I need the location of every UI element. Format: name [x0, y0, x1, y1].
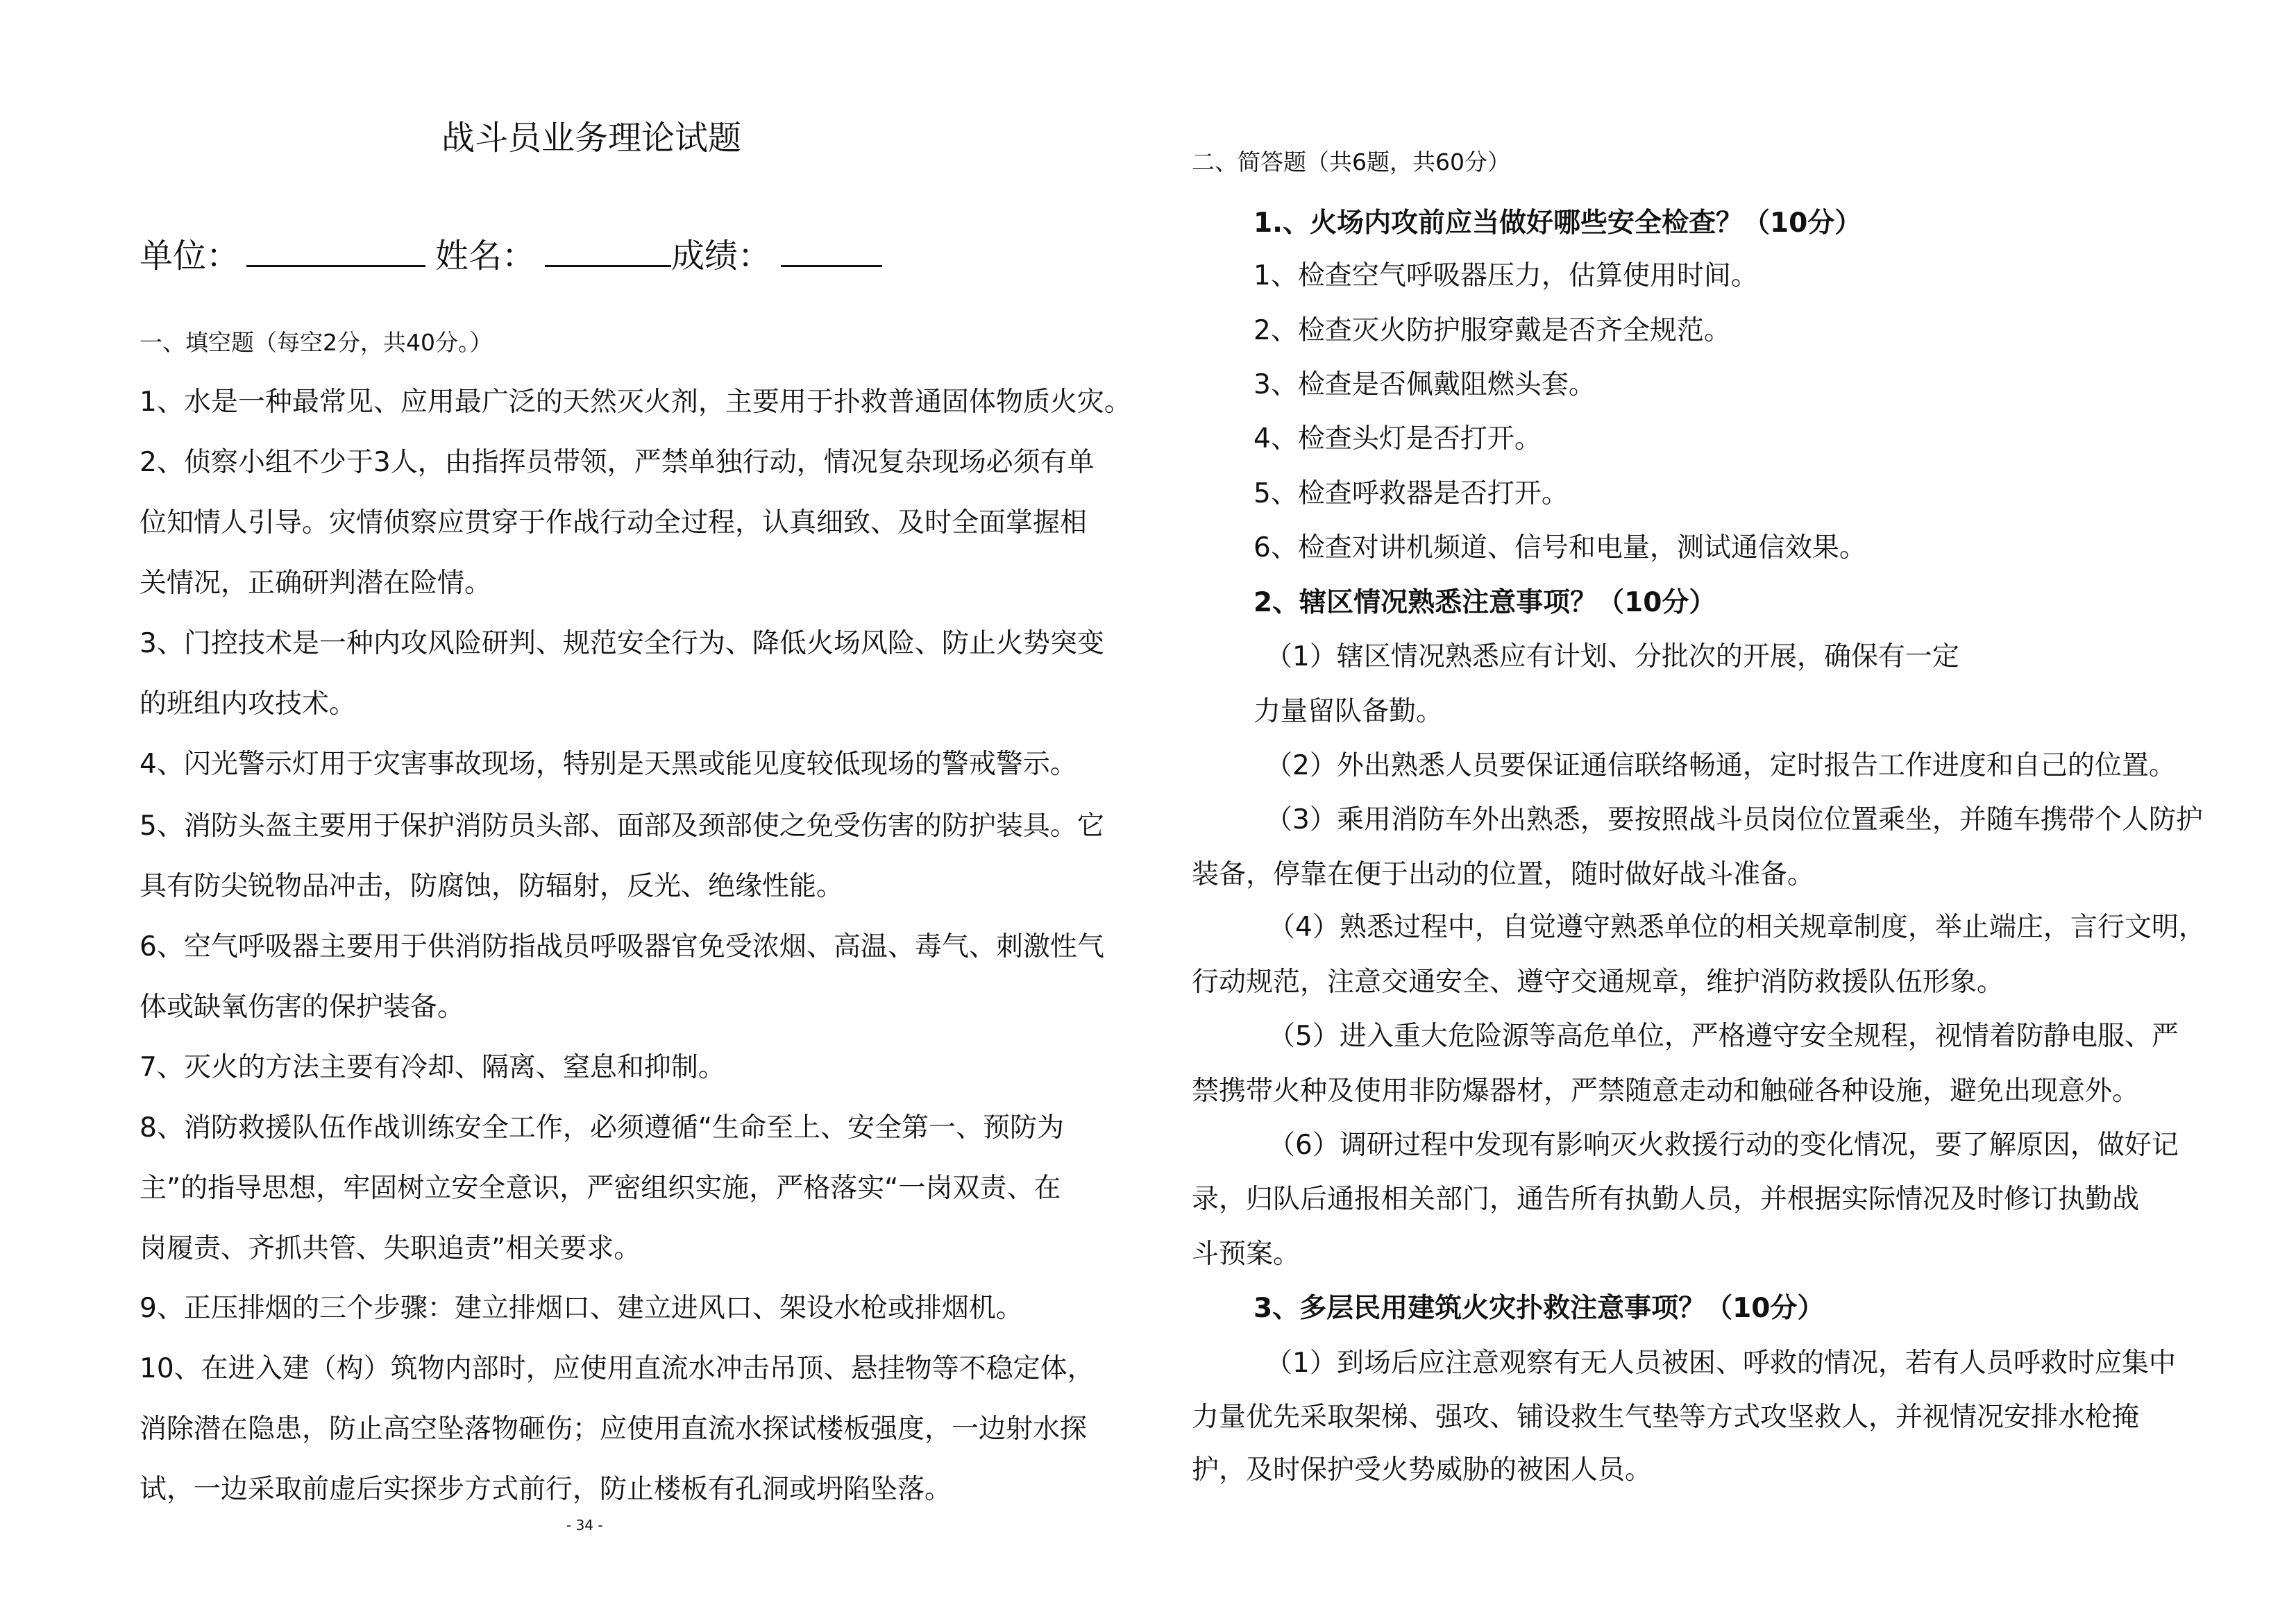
text-line: 8、消防救援队伍作战训练安全工作，必须遵循“生命至上、安全第一、预防为: [140, 1112, 1065, 1144]
score-blank[interactable]: [781, 235, 882, 267]
text-line: 斗预案。: [1192, 1239, 1301, 1270]
text-line: 10、在进入建（构）筑物内部时，应使用直流水冲击吊顶、悬挂物等不稳定体，: [140, 1353, 1095, 1384]
text-line: 位知情人引导。灾情侦察应贯穿于作战行动全过程，认真细致、及时全面掌握相: [140, 507, 1088, 538]
text-line: （2）外出熟悉人员要保证通信联络畅通，定时报告工作进度和自己的位置。: [1265, 750, 2176, 781]
exam-info-row: [140, 229, 882, 277]
text-line: 装备，停靠在便于出动的位置，随时做好战斗准备。: [1192, 859, 1815, 890]
text-line: 6、空气呼吸器主要用于供消防指战员呼吸器官免受浓烟、高温、毒气、刺激性气: [140, 931, 1104, 962]
text-line: 4、检查头灯是否打开。: [1253, 423, 1542, 454]
question-heading: 1.、火场内攻前应当做好哪些安全检查？（10分）: [1253, 207, 1862, 239]
text-line: 禁携带火种及使用非防爆器材，严禁随意走动和触碰各种设施，避免出现意外。: [1192, 1076, 2140, 1107]
text-line: （5）进入重大危险源等高危单位，严格遵守安全规程，视情着防静电服、严: [1268, 1021, 2179, 1052]
text-line: （4）熟悉过程中，自觉遵守熟悉单位的相关规章制度，举止端庄，言行文明，: [1268, 912, 2206, 943]
text-line: 9、正压排烟的三个步骤：建立排烟口、建立进风口、架设水枪或排烟机。: [140, 1293, 1023, 1324]
text-line: （1）辖区情况熟悉应有计划、分批次的开展，确保有一定: [1265, 641, 1959, 672]
text-line: 的班组内攻技术。: [140, 688, 357, 720]
text-line: （3）乘用消防车外出熟悉，要按照战斗员岗位位置乘坐，并随车携带个人防护: [1265, 804, 2203, 835]
text-line: 1、检查空气呼吸器压力，估算使用时间。: [1253, 260, 1758, 291]
text-line: 2、侦察小组不少于3人，由指挥员带领，严禁单独行动，情况复杂现场必须有单: [140, 447, 1095, 478]
text-line: （1）到场后应注意观察有无人员被困、呼救的情况，若有人员呼救时应集中: [1265, 1348, 2176, 1379]
section-fill-blank-heading: 一、填空题（每空2分，共40分。）: [140, 329, 493, 356]
text-line: 6、检查对讲机频道、信号和电量，测试通信效果。: [1253, 532, 1866, 563]
text-line: （6）调研过程中发现有影响灭火救援行动的变化情况，要了解原因，做好记: [1268, 1130, 2179, 1161]
text-line: 7、灭火的方法主要有冷却、隔离、窒息和抑制。: [140, 1052, 725, 1083]
unit-blank[interactable]: [246, 235, 425, 267]
name-label: 姓名：: [435, 237, 536, 275]
text-line: 3、检查是否佩戴阻燃头套。: [1253, 369, 1596, 400]
text-line: 岗履责、齐抓共管、失职追责”相关要求。: [140, 1233, 641, 1264]
page-number: - 34 -: [566, 1517, 603, 1533]
text-line: 力量留队备勤。: [1253, 696, 1444, 727]
text-line: 1、水是一种最常见、应用最广泛的天然灭火剂，主要用于扑救普通固体物质火灾。: [140, 386, 1131, 418]
text-line: 主”的指导思想，牢固树立安全意识，严密组织实施，严格落实“一岗双责、在: [140, 1173, 1061, 1204]
text-line: 具有防尖锐物品冲击，防腐蚀，防辐射，反光、绝缘性能。: [140, 871, 844, 902]
text-line: 2、检查灭火防护服穿戴是否齐全规范。: [1253, 315, 1731, 346]
name-blank[interactable]: [545, 235, 671, 267]
text-line: 4、闪光警示灯用于灾害事故现场，特别是天黑或能见度较低现场的警戒警示。: [140, 749, 1077, 780]
text-line: 关情况，正确研判潜在险情。: [140, 568, 492, 599]
score-label: 成绩：: [671, 237, 772, 275]
text-line: 5、消防头盔主要用于保护消防员头部、面部及颈部使之免受伤害的防护装具。它: [140, 810, 1104, 842]
question-heading: 2、辖区情况熟悉注意事项？（10分）: [1253, 587, 1716, 618]
section-short-answer-heading: 二、简答题（共6题，共60分）: [1192, 148, 1510, 176]
page-title: 战斗员业务理论试题: [441, 119, 742, 158]
text-line: 5、检查呼救器是否打开。: [1253, 478, 1569, 509]
text-line: 3、门控技术是一种内攻风险研判、规范安全行为、降低火场风险、防止火势突变: [140, 628, 1104, 659]
text-line: 试，一边采取前虚后实探步方式前行，防止楼板有孔洞或坍陷坠落。: [140, 1474, 952, 1505]
text-line: 体或缺氧伤害的保护装备。: [140, 992, 465, 1023]
question-heading: 3、多层民用建筑火灾扑救注意事项？（10分）: [1253, 1293, 1825, 1324]
text-line: 力量优先采取架梯、强攻、铺设救生气垫等方式攻坚救人，并视情况安排水枪掩: [1192, 1402, 2140, 1433]
text-line: 行动规范，注意交通安全、遵守交通规章，维护消防救援队伍形象。: [1192, 967, 2004, 998]
unit-label: 单位：: [140, 237, 240, 275]
text-line: 录，归队后通报相关部门，通告所有执勤人员，并根据实际情况及时修订执勤战: [1192, 1184, 2140, 1215]
text-line: 护，及时保护受火势威胁的被困人员。: [1192, 1454, 1653, 1486]
text-line: 消除潜在隐患，防止高空坠落物砸伤；应使用直流水探试楼板强度，一边射水探: [140, 1413, 1088, 1445]
